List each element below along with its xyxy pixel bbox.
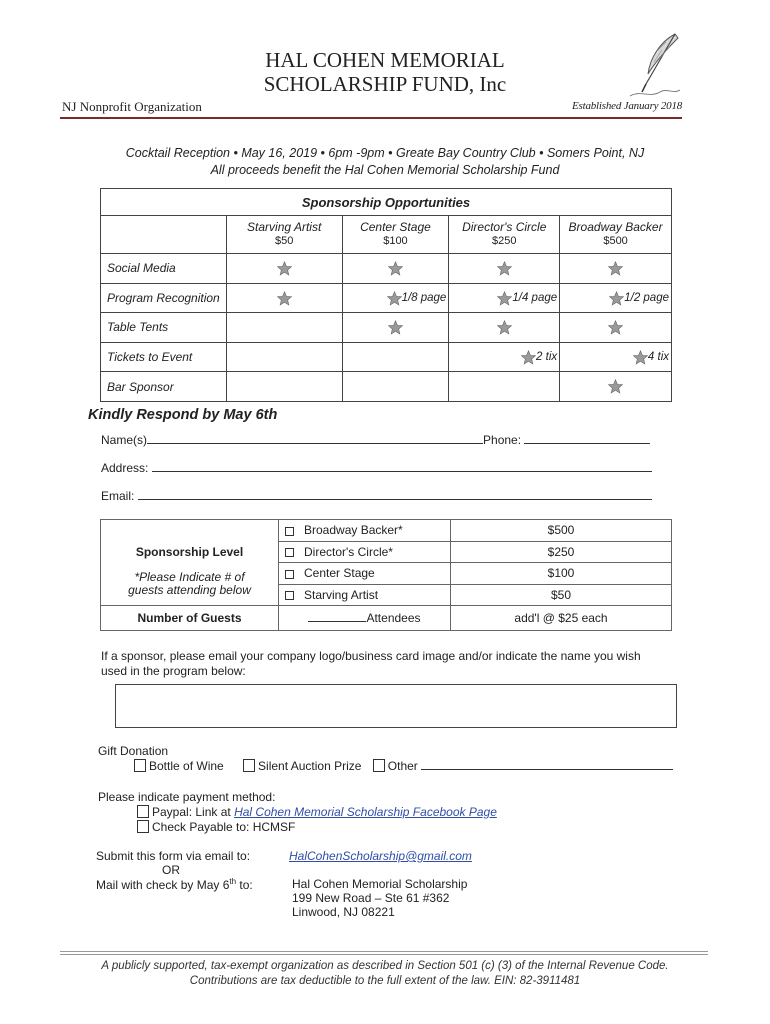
checkbox-starving-artist[interactable] — [285, 591, 294, 600]
benefit-cell-center-stage — [342, 283, 449, 313]
benefit-cell-center-stage — [342, 342, 449, 372]
org-type: NJ Nonprofit Organization — [62, 99, 202, 114]
logo-instructions-line1: If a sponsor, please email your company logo/business card image and/or indicate the name you wish — [101, 649, 641, 663]
checkbox-silent-auction[interactable] — [243, 759, 255, 772]
program-name-box[interactable] — [115, 684, 677, 728]
benefit-cell-broadway-backer — [560, 254, 672, 284]
star-icon — [277, 261, 292, 276]
phone-field[interactable] — [524, 433, 650, 444]
phone-label: Phone: — [483, 433, 522, 447]
level-price-directors-circle: $250 — [451, 541, 672, 563]
facebook-page-link[interactable]: Hal Cohen Memorial Scholarship Facebook Page — [234, 805, 497, 819]
name-label: Name(s) — [101, 433, 148, 447]
benefit-label: Program Recognition — [101, 283, 227, 313]
gift-option-wine: Bottle of Wine — [149, 759, 224, 773]
gift-donation-label: Gift Donation — [98, 744, 169, 758]
star-icon — [497, 320, 512, 335]
benefit-cell-broadway-backer — [560, 283, 672, 313]
footer-rule-top — [60, 951, 708, 952]
benefit-detail: 1/2 page — [624, 292, 669, 305]
email-row — [101, 489, 652, 503]
name-phone-row — [101, 433, 650, 447]
benefit-cell-broadway-backer — [560, 372, 672, 402]
benefit-cell-center-stage — [342, 254, 449, 284]
sponsorship-level-table — [100, 519, 672, 631]
benefit-cell-broadway-backer — [560, 342, 672, 372]
benefit-label: Bar Sponsor — [101, 372, 227, 402]
star-icon — [497, 291, 512, 306]
benefit-detail: 4 tix — [647, 351, 669, 364]
benefit-row-program-recognition — [101, 283, 672, 313]
benefit-cell-starving-artist — [226, 342, 342, 372]
attendees-field[interactable]: Attendees — [279, 606, 451, 631]
level-option-starving-artist[interactable]: Starving Artist — [279, 584, 451, 606]
mail-address-line3: Linwood, NJ 08221 — [292, 905, 395, 919]
level-option-directors-circle[interactable]: Director's Circle* — [279, 541, 451, 563]
address-field[interactable] — [152, 461, 652, 472]
benefit-row-bar-sponsor — [101, 372, 672, 402]
org-title-line1: HAL COHEN MEMORIAL — [265, 48, 505, 72]
benefit-row-table-tents — [101, 313, 672, 343]
benefit-label: Tickets to Event — [101, 342, 227, 372]
checkbox-broadway-backer[interactable] — [285, 527, 294, 536]
guests-note: *Please Indicate # of guests attending below — [101, 563, 279, 606]
star-icon — [521, 350, 536, 365]
star-icon — [608, 379, 623, 394]
paypal-option: Paypal: Link at Hal Cohen Memorial Scholarship Facebook Page — [137, 805, 497, 819]
payment-method-label: Please indicate payment method: — [98, 790, 276, 804]
star-icon — [608, 261, 623, 276]
checkbox-paypal[interactable] — [137, 805, 149, 818]
org-title-line2: SCHOLARSHIP FUND, Inc — [263, 72, 507, 96]
or-label: OR — [162, 863, 180, 877]
level-header-center-stage: Center Stage $100 — [342, 216, 449, 254]
quill-pen-logo — [620, 30, 684, 100]
star-icon — [497, 261, 512, 276]
email-label: Email: — [101, 489, 135, 503]
other-gift-field[interactable] — [421, 759, 673, 770]
benefit-cell-director-s-circle — [449, 283, 560, 313]
benefit-detail: 2 tix — [536, 351, 558, 364]
checkbox-bottle-of-wine[interactable] — [134, 759, 146, 772]
level-header-broadway-backer: Broadway Backer $500 — [560, 216, 672, 254]
benefit-label: Table Tents — [101, 313, 227, 343]
benefit-cell-director-s-circle — [449, 372, 560, 402]
star-icon — [388, 261, 403, 276]
checkbox-other[interactable] — [373, 759, 385, 772]
name-field[interactable] — [147, 433, 483, 444]
benefit-cell-center-stage — [342, 372, 449, 402]
level-price-center-stage: $100 — [451, 563, 672, 585]
sponsorship-grid — [100, 188, 672, 402]
gift-option-auction: Silent Auction Prize — [258, 759, 362, 773]
benefit-cell-director-s-circle — [449, 313, 560, 343]
gift-option-other: Other — [387, 759, 418, 773]
benefit-detail: 1/4 page — [512, 292, 558, 305]
star-icon — [388, 320, 403, 335]
checkbox-center-stage[interactable] — [285, 570, 294, 579]
number-of-guests-label: Number of Guests — [101, 606, 279, 631]
level-price-broadway-backer: $500 — [451, 520, 672, 542]
benefit-cell-starving-artist — [226, 313, 342, 343]
checkbox-check[interactable] — [137, 820, 149, 833]
header-rule — [60, 117, 682, 119]
benefit-cell-director-s-circle — [449, 342, 560, 372]
star-icon — [633, 350, 648, 365]
star-icon — [608, 320, 623, 335]
level-price-starving-artist: $50 — [451, 584, 672, 606]
benefit-cell-broadway-backer — [560, 313, 672, 343]
address-row — [101, 461, 652, 475]
event-proceeds-note: All proceeds benefit the Hal Cohen Memorial Scholarship Fund — [210, 163, 560, 177]
benefit-row-social-media — [101, 254, 672, 284]
mail-label: Mail with check by May 6th to: — [96, 877, 253, 892]
benefit-cell-center-stage — [342, 313, 449, 343]
benefit-detail: 1/8 page — [401, 292, 447, 305]
address-label: Address: — [101, 461, 149, 475]
benefit-cell-starving-artist — [226, 254, 342, 284]
benefit-label: Social Media — [101, 254, 227, 284]
established-date: Established January 2018 — [572, 100, 683, 112]
submit-email-label: Submit this form via email to: — [96, 849, 251, 863]
attendees-count-field[interactable] — [308, 611, 366, 622]
checkbox-directors-circle[interactable] — [285, 548, 294, 557]
level-option-broadway-backer[interactable]: Broadway Backer* — [279, 520, 451, 542]
star-icon — [277, 291, 292, 306]
gift-options-row — [134, 759, 673, 773]
footer-tax-status: A publicly supported, tax-exempt organization as described in Section 501 (c) (3) of the Internal Revenue Code. — [101, 960, 669, 972]
additional-guest-price: add'l @ $25 each — [451, 606, 672, 631]
sponsorship-level-label: Sponsorship Level — [101, 541, 279, 563]
benefit-row-tickets-to-event — [101, 342, 672, 372]
star-icon — [609, 291, 624, 306]
level-option-center-stage[interactable]: Center Stage — [279, 563, 451, 585]
respond-heading: Kindly Respond by May 6th — [88, 407, 278, 423]
event-details: Cocktail Reception • May 16, 2019 • 6pm -9pm • Greate Bay Country Club • Somers Point, NJ — [125, 146, 645, 160]
mail-address-line1: Hal Cohen Memorial Scholarship — [292, 877, 468, 891]
grid-title: Sponsorship Opportunities — [101, 189, 672, 216]
benefit-cell-director-s-circle — [449, 254, 560, 284]
benefit-cell-starving-artist — [226, 283, 342, 313]
email-field[interactable] — [138, 489, 652, 500]
level-header-starving-artist: Starving Artist $50 — [226, 216, 342, 254]
submit-email-link[interactable]: HalCohenScholarship@gmail.com — [289, 849, 472, 863]
footer-rule-bottom — [60, 954, 708, 955]
star-icon — [387, 291, 402, 306]
footer-ein: Contributions are tax deductible to the full extent of the law. EIN: 82-3911481 — [189, 975, 581, 987]
check-option: Check Payable to: HCMSF — [137, 820, 295, 834]
mail-address-line2: 199 New Road – Ste 61 #362 — [292, 891, 450, 905]
level-header-directors-circle: Director's Circle $250 — [449, 216, 560, 254]
benefit-cell-starving-artist — [226, 372, 342, 402]
logo-instructions-line2: used in the program below: — [101, 664, 246, 678]
